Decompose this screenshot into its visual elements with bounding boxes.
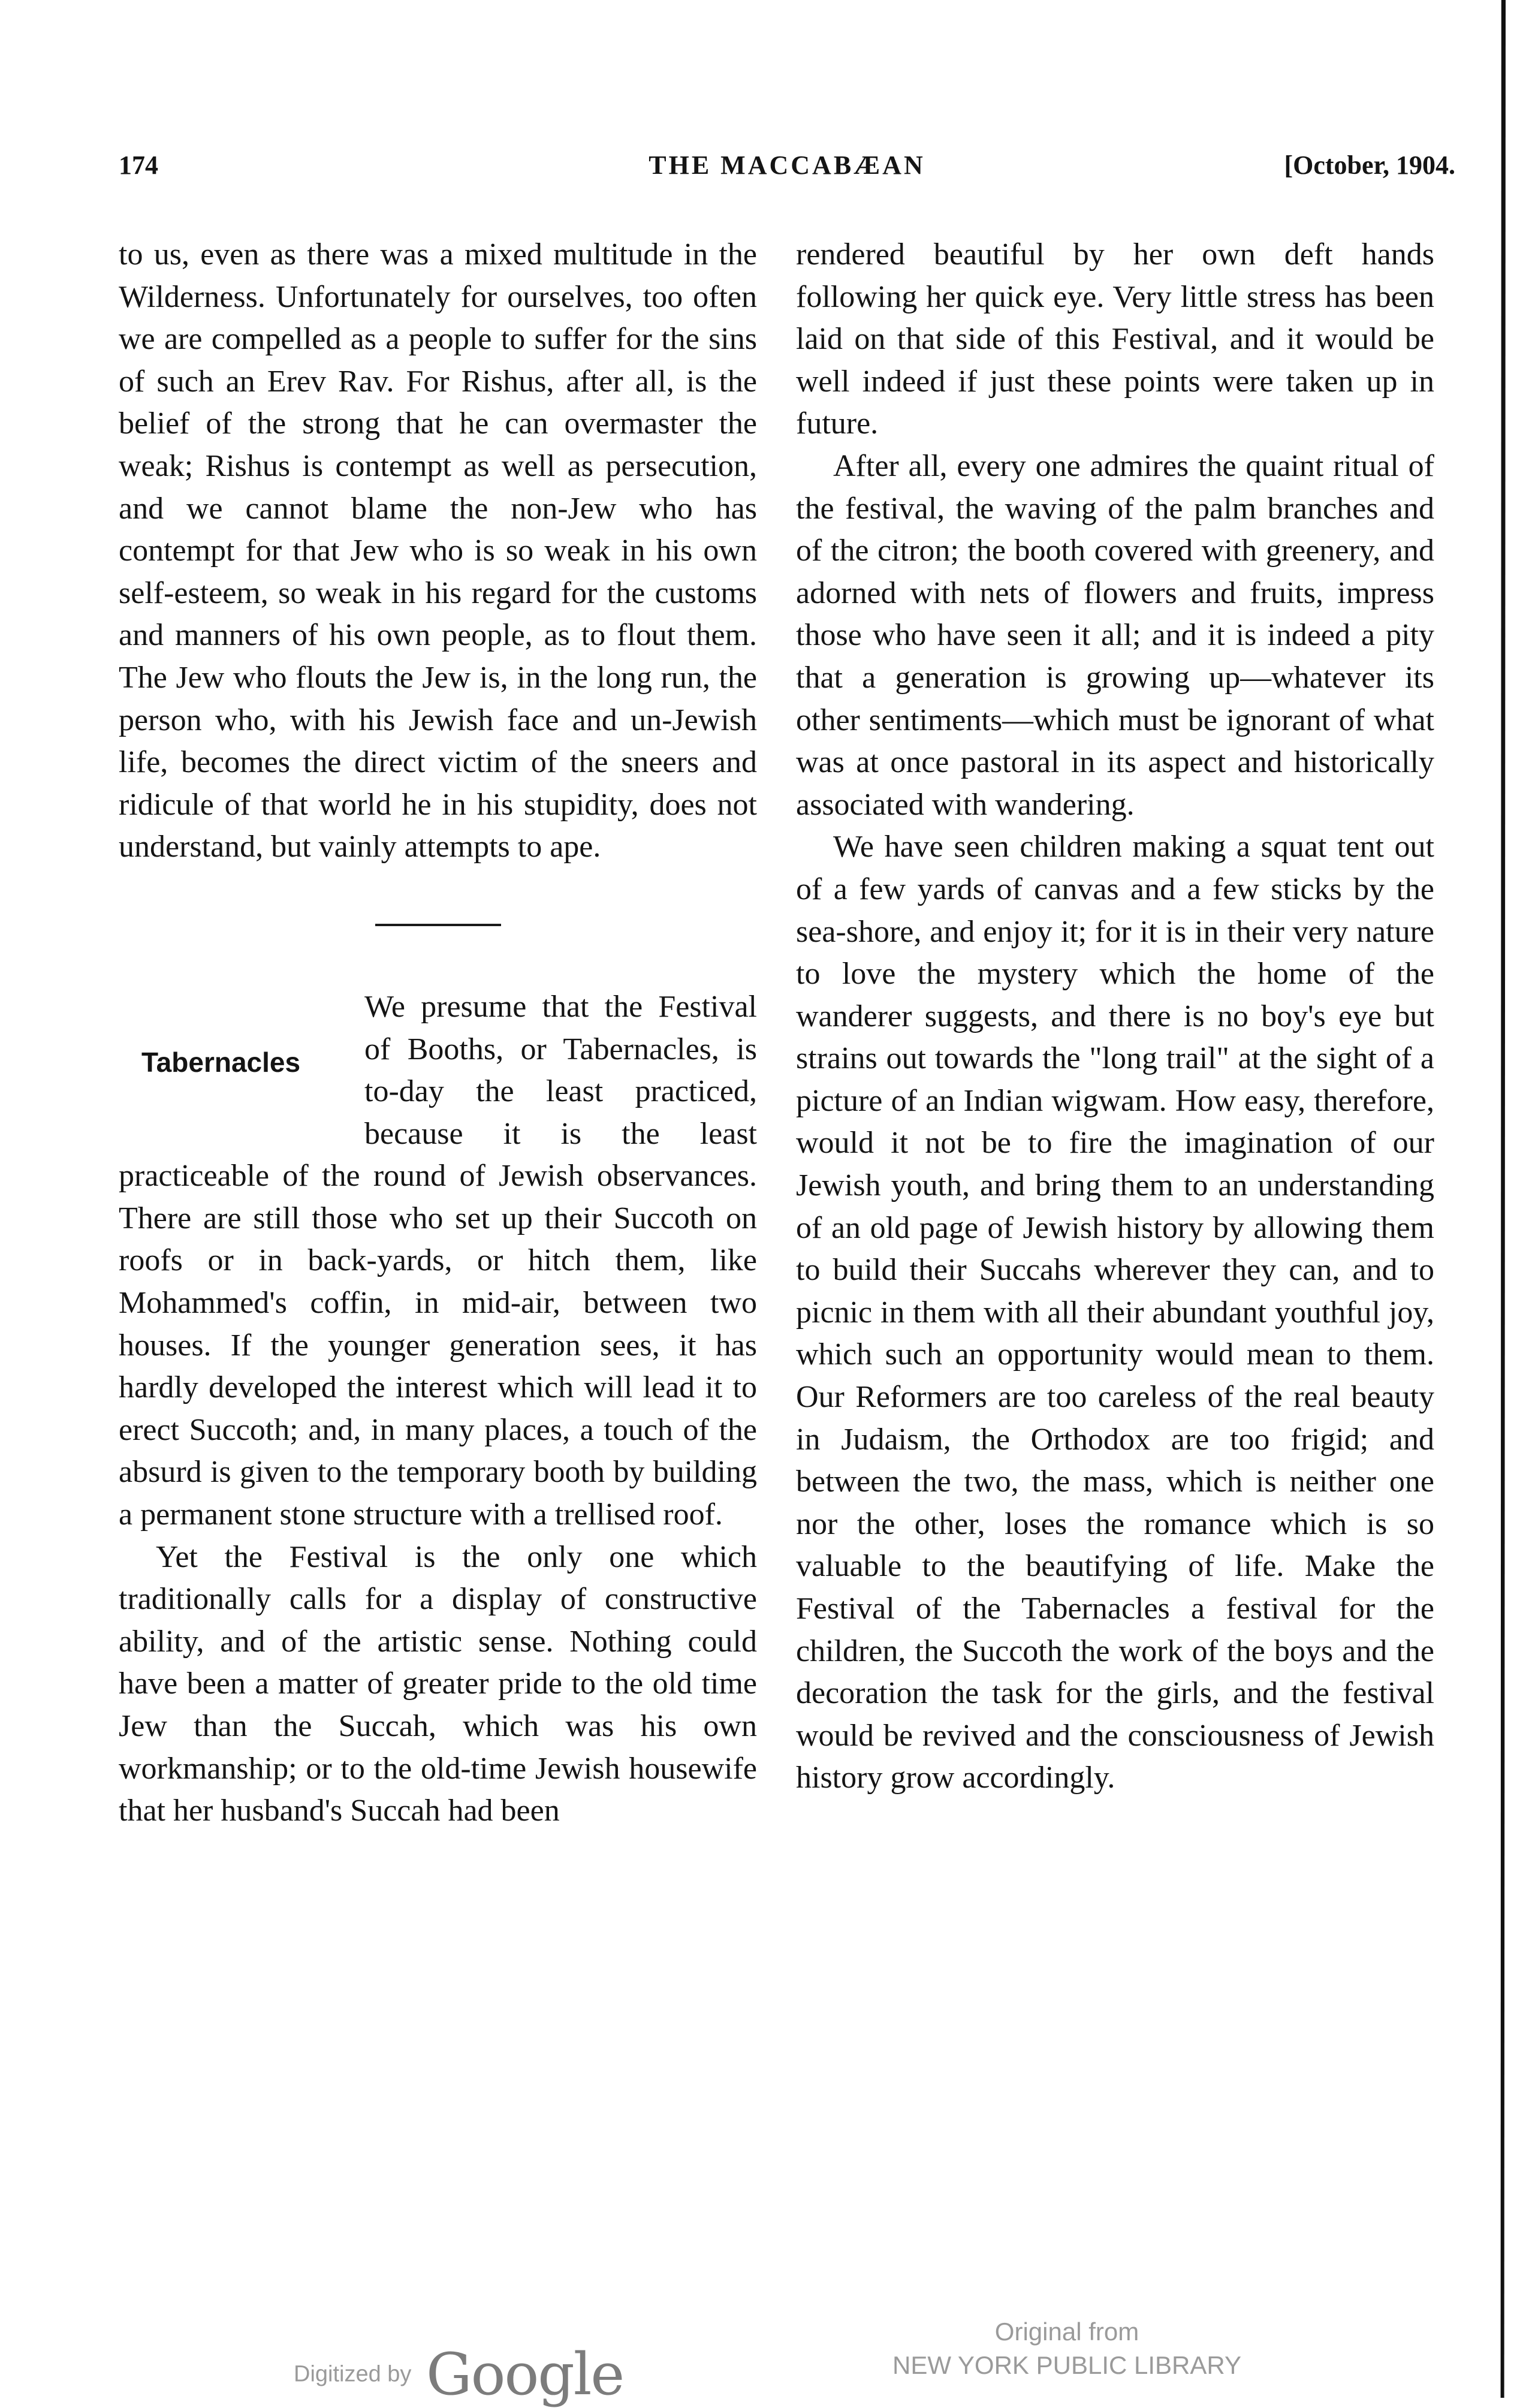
side-heading-tabernacles: Tabernacles xyxy=(141,1046,301,1078)
source-credit xyxy=(827,2315,1307,2382)
left-paragraph-2: We presume that the Festival of Booths, or Tabernacles, is to-day the least practiced, because it is the least practiceable of the round of Jewish observances. There are still those who set up their Succoth on roofs or in back-yards, or hitch them, like Mohammed's coffin, in mid-air, between two houses. If the younger generation sees, it has hardly developed the interest which will lead it to erect Succoth; and, in many places, a touch of the absurd is given to the temporary booth by building a permanent stone structure with a trellised roof. xyxy=(119,989,757,1532)
right-paragraph-2: After all, every one admires the quaint ritual of the festival, the waving of the palm branches and of the citron; the booth covered with greenery, and adorned with nets of flowers and fruits, impress those who have seen it all; and it is indeed a pity that a generation is growing up—whatever its other sentiments—which must be ignorant of what was at once pastoral in its aspect and historically associated with wandering. xyxy=(796,448,1434,822)
right-column xyxy=(796,234,1434,1800)
original-from-text: Original from xyxy=(994,2317,1139,2346)
tabernacles-section xyxy=(119,986,757,1536)
digitized-by-text: Digitized by xyxy=(294,2361,412,2387)
digitized-credit xyxy=(294,2341,623,2408)
side-heading-box xyxy=(119,986,364,1155)
google-logo: Google xyxy=(426,2341,624,2408)
issue-date: [October, 1904. xyxy=(1284,150,1455,180)
left-column xyxy=(119,234,757,1833)
section-divider xyxy=(375,924,501,926)
left-paragraph-1: to us, even as there was a mixed multitude in the Wilderness. Unfortunately for ourselves, too often we are compelled as a people to suffer for the sins of such an Erev Rav. For Rishus, after all, is the belief of the strong that he can overmaster the weak; Rishus is contempt as well as persecution, and we cannot blame the non-Jew who has contempt for that Jew who is so weak in his own self-esteem, so weak in his regard for the customs and manners of his own people, as to flout them. The Jew who flouts the Jew is, in the long run, the person who, with his Jewish face and un-Jewish life, becomes the direct victim of the sneers and ridicule of that world he in his stupidity, does not understand, but vainly attempts to ape. xyxy=(119,237,757,864)
right-paragraph-3: We have seen children making a squat tent out of a few yards of canvas and a few sticks by the sea-shore, and enjoy it; for it is in their very nature to love the mystery which the home of the wanderer suggests, and there is no boy's eye but strains out towards the "long trail" at the sight of a picture of an Indian wigwam. How easy, therefore, would it not be to fire the imagination of our Jewish youth, and bring them to an understanding of an old page of Jewish history by allowing them to build their Succahs wherever they can, and to picnic in them with all their abundant youthful joy, which such an opportunity would mean to them. Our Reformers are too careless of the real beauty in Judaism, the Orthodox are too frigid; and between the two, the mass, which is neither one nor the other, loses the romance which is so valuable to the beautifying of life. Make the Festival of the Tabernacles a festival for the children, the Succoth the work of the boys and the decoration the task for the girls, and the festival would be revived and the consciousness of Jewish history grow accordingly. xyxy=(796,830,1434,1795)
page-number: 174 xyxy=(119,150,158,180)
library-name: NEW YORK PUBLIC LIBRARY xyxy=(892,2351,1241,2379)
page-edge-shadow xyxy=(1498,0,1506,2398)
left-paragraph-3: Yet the Festival is the only one which traditionally calls for a display of constructive ability, and of the artistic sense. Nothing could have been a matter of greater pride to the old time Jew than the Succah, which was his own workmanship; or to the old-time Jewish housewife that her husband's Succah had been xyxy=(119,1539,757,1828)
running-header xyxy=(119,150,1455,198)
right-paragraph-1: rendered beautiful by her own deft hands following her quick eye. Very little stress has been laid on that side of this Festival, and it would be well indeed if just these points were taken up in future. xyxy=(796,237,1434,441)
publication-title: THE MACCABÆAN xyxy=(649,150,925,180)
